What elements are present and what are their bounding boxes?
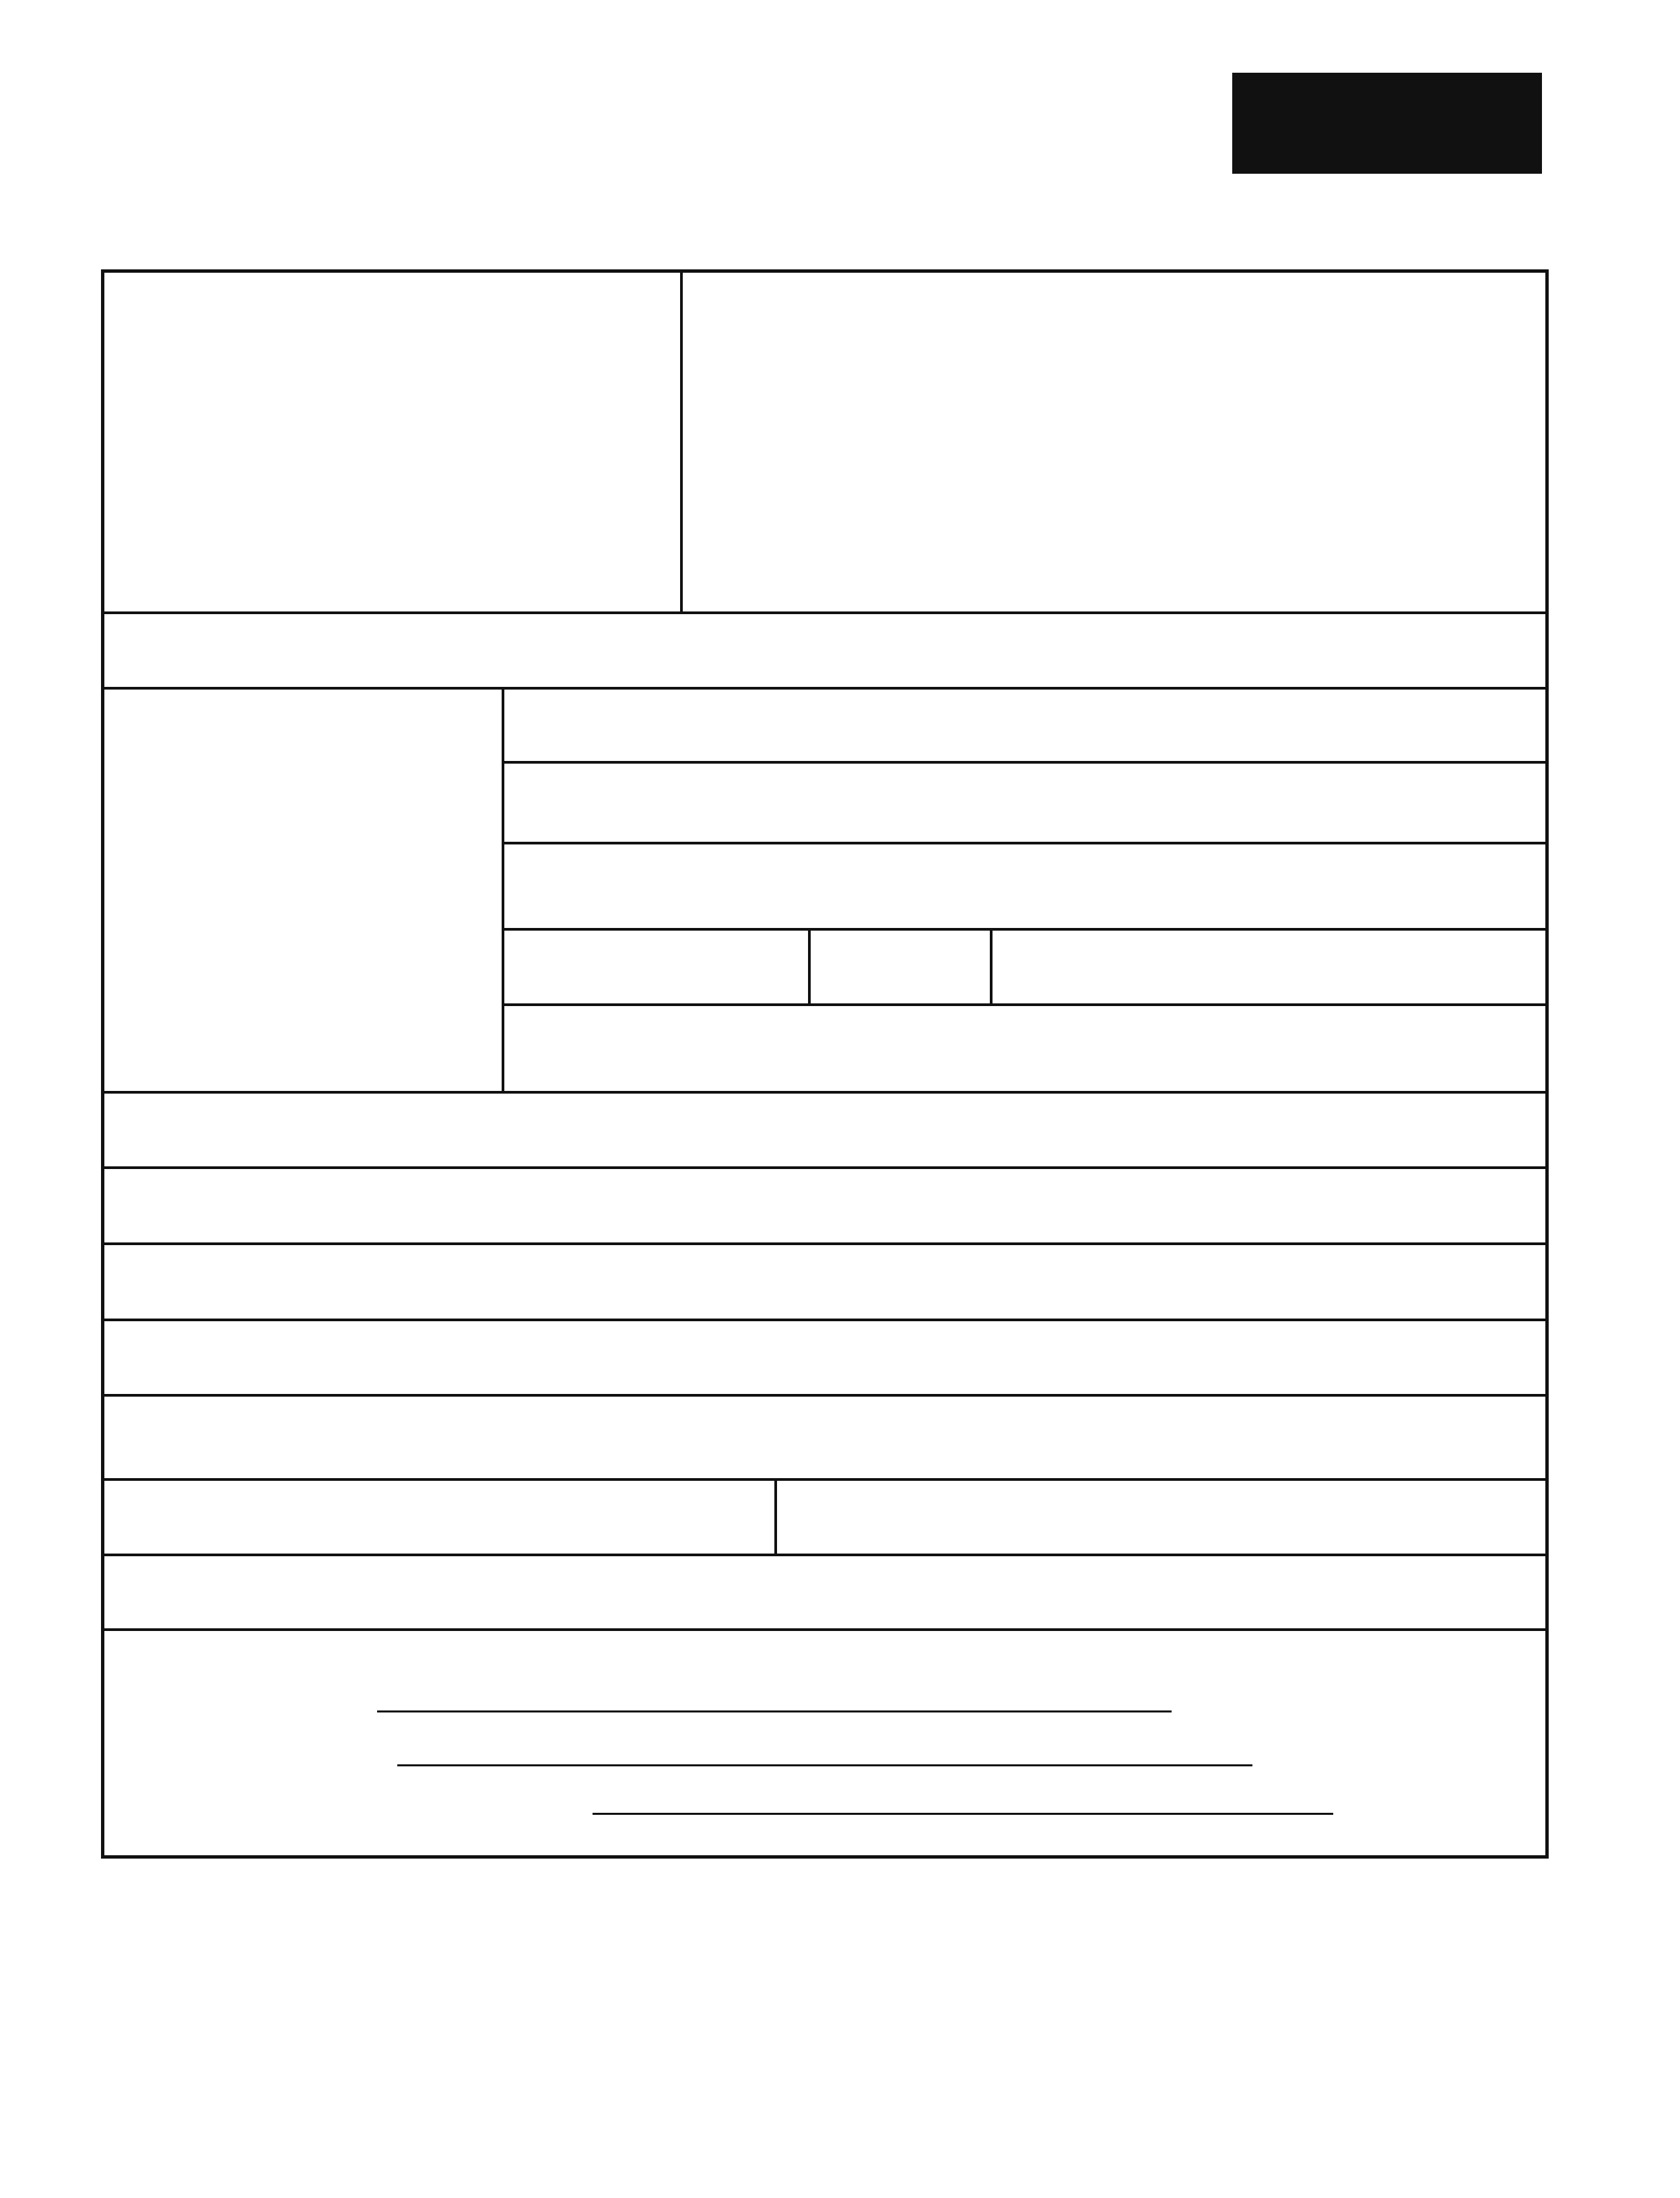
details-heading-line bbox=[101, 687, 1549, 690]
law-section-en bbox=[128, 283, 663, 287]
address-line bbox=[397, 1764, 1252, 1766]
row-line bbox=[101, 1628, 1549, 1631]
reporter-name-line bbox=[377, 1710, 1172, 1712]
form-frame bbox=[101, 269, 1549, 1859]
photo-divider bbox=[502, 687, 504, 1091]
cell-divider bbox=[990, 928, 993, 1003]
cell-divider bbox=[774, 1478, 777, 1554]
row-line bbox=[502, 842, 1549, 844]
row-line bbox=[502, 1003, 1549, 1006]
row-line bbox=[502, 761, 1549, 764]
cell-divider bbox=[808, 928, 811, 1003]
row-line bbox=[101, 1478, 1549, 1481]
logo bbox=[1232, 73, 1542, 174]
row-line bbox=[101, 1242, 1549, 1245]
relationship-line bbox=[593, 1813, 1333, 1815]
row-line bbox=[101, 1166, 1549, 1169]
law-bottom-line bbox=[101, 611, 1549, 614]
law-divider bbox=[680, 269, 683, 613]
row-line bbox=[502, 928, 1549, 931]
row-line bbox=[101, 1554, 1549, 1556]
row-line bbox=[101, 1394, 1549, 1397]
row-line bbox=[101, 1091, 1549, 1094]
law-section-yi bbox=[700, 286, 1515, 296]
row-line bbox=[101, 1319, 1549, 1321]
